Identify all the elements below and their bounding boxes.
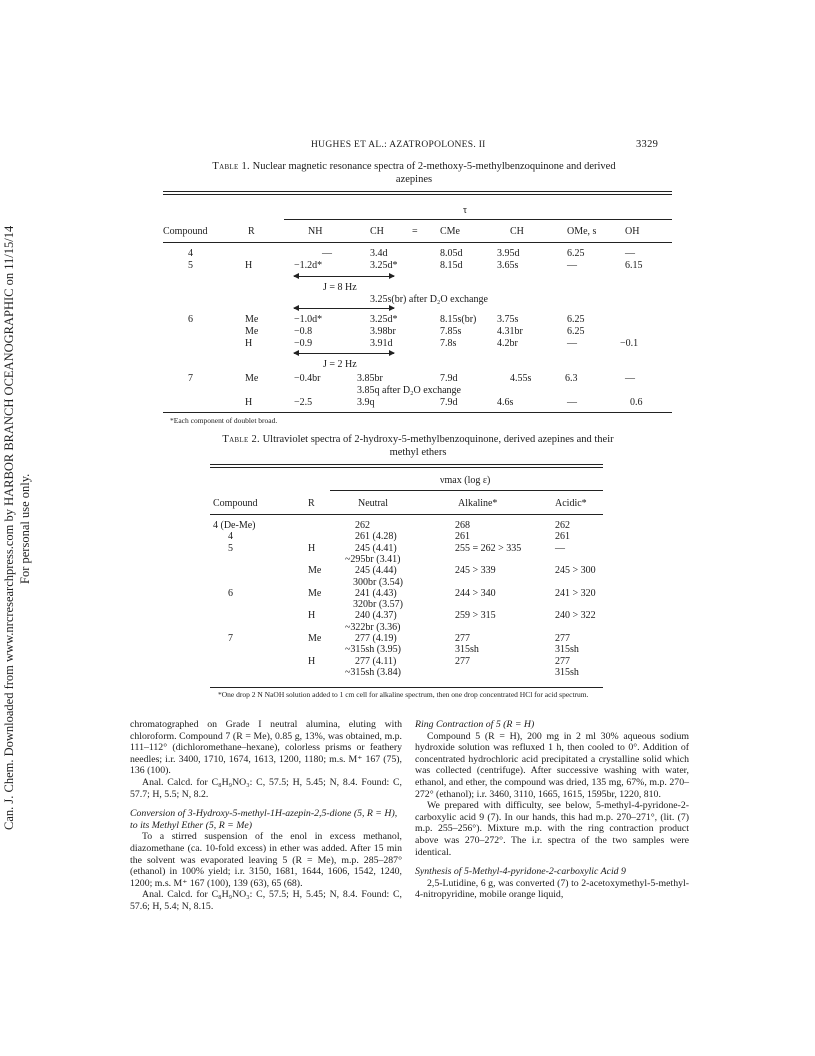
table1-footnote: *Each component of doublet broad. (170, 416, 278, 425)
table2-label: Table 2. (222, 434, 260, 445)
t1-ome: — (567, 397, 577, 408)
right-column (415, 719, 689, 901)
table2-caption-text: Ultraviolet spectra of 2-hydroxy-5-methylbenzoquinone, derived azepines and their methyl ethers (262, 434, 614, 458)
table1-caption (195, 160, 633, 186)
t1-ch: 3.25d* (370, 314, 398, 325)
table1-caption-text: Nuclear magnetic resonance spectra of 2-methoxy-5-methylbenzoquinone and derived azepines (252, 161, 616, 185)
t2-alkaline: 245 > 339 (455, 565, 496, 577)
t2-neutral: 261 (4.28) (355, 531, 397, 543)
t2-acidic: 315sh (555, 644, 579, 656)
coupling-arrow (294, 276, 394, 277)
t1-ch: 3.25d* (370, 260, 398, 271)
t2-r: H (308, 610, 316, 622)
t2-neutral: 300br (3.54) (353, 576, 403, 588)
t2-compound: 4 (228, 531, 233, 543)
t1-nh: — (322, 248, 332, 259)
t1-ome: 6.25 (567, 248, 585, 259)
t1-cme: 8.15s(br) (440, 314, 477, 325)
t1-h-r: R (248, 226, 255, 237)
t1-oh: −0.1 (620, 338, 639, 349)
t2-compound: 7 (228, 633, 233, 644)
section-heading: Synthesis of 5-Methyl-4-pyridone-2-carboxylic Acid 9 (415, 866, 626, 878)
t1-compound: 6 (188, 314, 193, 325)
download-notice: Can. J. Chem. Downloaded from www.nrcresearchpress.com by HARBOR BRANCH OCEANOGRAPHIC on 11/15/14 (2, 225, 16, 830)
table2-bottom-rule (210, 687, 603, 688)
t2-r: Me (308, 587, 322, 599)
section-heading: Conversion of 3-Hydroxy-5-methyl-1H-azepin-2,5-dione (5, R = H), to its Methyl Ether (5, R = Me) (130, 808, 398, 831)
t1-nh: −0.8 (294, 326, 313, 337)
t1-cme: 7.85s (440, 326, 462, 337)
paragraph: To a stirred suspension of the enol in excess methanol, diazomethane (ca. 10-fold excess) in ether was added. After 15 min the solvent was evaporated leaving 5 (R = Me), m.p. 285–287° (ethanol) in 100% yield; i.r. 3150, 1681, 1644, 1606, 1542, 1240, 1200; m.s. M⁺ 167 (100), 139 (63), 65 (68). (130, 831, 402, 889)
t1-cme: 7.9d (440, 397, 458, 408)
t2-h-r: R (308, 498, 315, 509)
table1-top-rule-2 (163, 194, 672, 195)
t1-ome: — (567, 338, 577, 349)
t1-ch2: 3.65s (497, 260, 519, 271)
t2-acidic: — (555, 542, 565, 554)
t1-r: Me (245, 373, 259, 384)
t1-h-ome: OMe, s (567, 226, 597, 237)
t2-alkaline: 268 (455, 520, 470, 531)
t2-alkaline: 259 > 315 (455, 610, 496, 622)
t1-ch2: 4.55s (510, 373, 532, 384)
t1-nh: −0.4br (294, 373, 321, 384)
t2-h-compound: Compound (213, 498, 258, 509)
paragraph: Compound 5 (R = H), 200 mg in 2 ml 30% aqueous sodium hydroxide solution was refluxed 1 h, then cooled to 0°. Addition of concentrated hydrochloric acid precipitated a crystalline solid which was collected (centrifuge). After successive washing with water, ethanol, and ether, the compound was dried, 135 mg, 67%, m.p. 270–272° (ethanol); i.r. 3460, 3110, 1665, 1615, 1595br, 1220, 810. (415, 730, 689, 800)
t1-oh: — (625, 373, 635, 384)
t1-ch2: 4.31br (497, 326, 523, 337)
t2-acidic: 241 > 320 (555, 587, 596, 599)
t1-cme: 8.05d (440, 248, 463, 259)
left-column (130, 719, 402, 913)
t2-alkaline: 255 = 262 > 335 (455, 542, 522, 554)
table2-header-rule (210, 514, 603, 515)
t1-ch: 3.85br (357, 373, 383, 384)
t1-ch: 3.91d (370, 338, 393, 349)
t1-h-ch: CH (370, 226, 384, 237)
t2-h-alkaline: Alkaline* (458, 498, 498, 509)
table1-tau: τ (463, 205, 468, 216)
t1-compound: 5 (188, 260, 193, 271)
t2-neutral: 320br (3.57) (353, 599, 403, 611)
t1-ch2: 4.2br (497, 338, 518, 349)
table1-tau-rule (284, 219, 672, 220)
paragraph: 2,5-Lutidine, 6 g, was converted (7) to 2-acetoxymethyl-5-methyl-4-nitropyridine, mobile orange liquid, (415, 877, 689, 901)
table1-header-rule (163, 242, 672, 243)
t1-compound: 4 (188, 248, 193, 259)
t2-compound: 4 (De-Me) (213, 520, 256, 531)
t1-oh: 0.6 (630, 397, 643, 408)
table2-top-rule (210, 464, 603, 465)
t2-r: H (308, 542, 316, 554)
t2-r: Me (308, 633, 322, 644)
t1-oh: — (625, 248, 635, 259)
t1-r: H (245, 260, 253, 271)
page-number: 3329 (636, 139, 659, 150)
t2-alkaline: 277 (455, 655, 470, 667)
t1-coupling-constant: J = 2 Hz (323, 359, 357, 370)
t1-ome: 6.25 (567, 314, 585, 325)
t2-acidic: 277 (555, 633, 570, 644)
t2-acidic: 240 > 322 (555, 610, 596, 622)
running-title: HUGHES ET AL.: AZATROPOLONES. II (311, 140, 486, 150)
t1-h-oh: OH (625, 226, 640, 237)
t2-neutral: 245 (4.44) (355, 565, 397, 577)
download-sidebar (0, 0, 34, 1056)
t2-neutral: 277 (4.11) (355, 655, 397, 667)
t1-cme: 7.8s (440, 338, 457, 349)
t2-neutral: 240 (4.37) (355, 610, 397, 622)
t1-h-cme: CMe (440, 226, 460, 237)
t1-ch: 3.4d (370, 248, 388, 259)
t2-alkaline: 315sh (455, 644, 479, 656)
t1-note: 3.25s(br) after D₂O exchange (370, 294, 488, 305)
t1-compound: 7 (188, 373, 193, 384)
paragraph: We prepared with difficulty, see below, 5-methyl-4-pyridone-2-carboxylic acid 9 (7). In our hands, this had m.p. 270–271°, (lit. (7) m.p. 255–256°). Mixture m.p. with the ring contraction product above was 270–272°. The i.r. spectra of the two samples were identical. (415, 800, 689, 858)
coupling-arrow (294, 308, 394, 309)
table2-top-rule-2 (210, 467, 603, 468)
t1-ch: 3.9q (357, 397, 375, 408)
t1-r: Me (245, 326, 259, 337)
t1-h-ch2: CH (510, 226, 524, 237)
t1-r: Me (245, 314, 259, 325)
table1-top-rule (163, 191, 672, 192)
table2-super-rule (330, 490, 603, 491)
t2-neutral: 262 (355, 520, 370, 531)
section-heading: Ring Contraction of 5 (R = H) (415, 719, 535, 730)
t2-r: H (308, 655, 316, 667)
table1-label: Table 1. (212, 161, 250, 172)
t1-nh: −0.9 (294, 338, 313, 349)
t1-r: H (245, 338, 253, 349)
t1-h-nh: NH (308, 226, 323, 237)
paragraph: chromatographed on Grade I neutral alumina, eluting with chloroform. Compound 7 (R = Me), 0.85 g, 13%, was obtained, m.p. 111–112° (dichloromethane–hexane), colorless prisms or feathery needles; i.r. 3400, 1710, 1674, 1613, 1200, 1180; m.s. M⁺ 167 (75), 136 (100). (130, 719, 402, 777)
table2-footnote: *One drop 2 N NaOH solution added to 1 cm cell for alkaline spectrum, then one drop concentrated HCl for acid spectrum. (218, 690, 589, 699)
t1-ch: 3.98br (370, 326, 396, 337)
t2-neutral: 245 (4.41) (355, 542, 397, 554)
t2-alkaline: 277 (455, 633, 470, 644)
t1-coupling-constant: J = 8 Hz (323, 282, 357, 293)
table1-bottom-rule (163, 412, 672, 413)
t2-alkaline: 261 (455, 531, 470, 543)
t2-h-acidic: Acidic* (555, 498, 587, 509)
t2-neutral: ~315sh (3.84) (345, 666, 401, 678)
coupling-arrow (294, 353, 394, 354)
t1-ch2: 4.6s (497, 397, 514, 408)
t1-ch2: 3.95d (497, 248, 520, 259)
paragraph: Anal. Calcd. for C₈H₉NO₃: C, 57.5; H, 5.45; N, 8.4. Found: C, 57.6; H, 5.4; N, 8.15. (130, 889, 402, 912)
t2-neutral: ~295br (3.41) (345, 553, 401, 565)
t2-h-neutral: Neutral (358, 498, 388, 509)
t2-acidic: 262 (555, 520, 570, 531)
t1-nh: −2.5 (294, 397, 313, 408)
t1-cme: 7.9d (440, 373, 458, 384)
t1-oh: 6.15 (625, 260, 643, 271)
t1-cme: 8.15d (440, 260, 463, 271)
t2-neutral: ~322br (3.36) (345, 621, 401, 633)
t2-r: Me (308, 565, 322, 577)
t1-nh: −1.2d* (294, 260, 323, 271)
personal-use-notice: For personal use only. (18, 473, 32, 584)
t2-compound: 5 (228, 542, 233, 554)
t2-compound: 6 (228, 587, 233, 599)
t1-h-eq: = (412, 226, 418, 237)
t1-nh: −1.0d* (294, 314, 323, 325)
t2-alkaline: 244 > 340 (455, 587, 496, 599)
paragraph: Anal. Calcd. for C₈H₉NO₃: C, 57.5; H, 5.45; N, 8.4. Found: C, 57.7; H, 5.5; N, 8.2. (130, 776, 402, 800)
t1-ome: — (567, 260, 577, 271)
t1-h-compound: Compound (163, 226, 208, 237)
t1-ome: 6.25 (567, 326, 585, 337)
t2-neutral: 241 (4.43) (355, 587, 397, 599)
t2-acidic: 261 (555, 531, 570, 543)
t2-neutral: ~315sh (3.95) (345, 644, 401, 656)
t1-ch2: 3.75s (497, 314, 519, 325)
t1-r: H (245, 397, 253, 408)
t2-supheader: νmax (log ε) (440, 475, 491, 486)
t1-ome: 6.3 (565, 373, 578, 384)
table2-caption (218, 433, 618, 459)
t2-acidic: 245 > 300 (555, 565, 596, 577)
t1-note: 3.85q after D₂O exchange (357, 385, 461, 396)
t2-acidic: 315sh (555, 666, 579, 678)
t2-neutral: 277 (4.19) (355, 633, 397, 644)
t2-acidic: 277 (555, 655, 570, 667)
